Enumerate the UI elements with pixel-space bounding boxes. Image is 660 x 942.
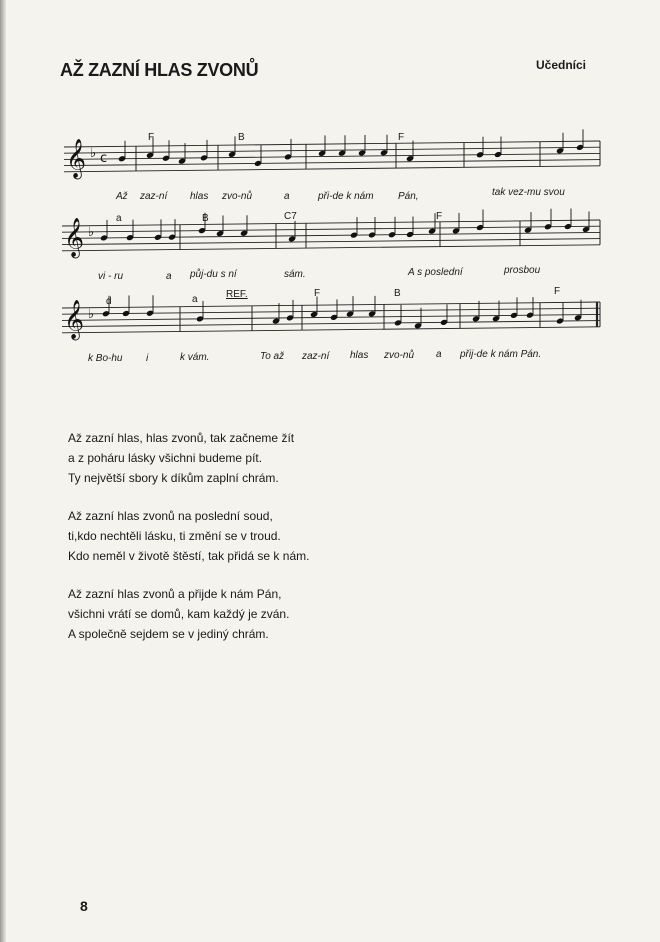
chord-symbol: B bbox=[238, 132, 245, 143]
chord-symbol: d bbox=[106, 296, 112, 307]
lyric-syllable: a bbox=[284, 191, 290, 202]
chord-symbol: F bbox=[314, 288, 321, 299]
flat-icon: ♭ bbox=[88, 224, 95, 240]
lyric-syllable: a bbox=[436, 349, 442, 360]
lyric-syllable: A s poslední bbox=[408, 267, 463, 278]
treble-clef-icon: 𝄞 bbox=[64, 217, 85, 258]
staff-line bbox=[62, 321, 600, 327]
staff-line bbox=[62, 327, 600, 333]
lyric-syllable: při-de k nám bbox=[318, 191, 374, 202]
staff-line bbox=[64, 147, 600, 153]
page-number: 8 bbox=[80, 898, 88, 914]
staff-line bbox=[62, 232, 600, 238]
refrain-marker: REF. bbox=[226, 289, 248, 300]
song-title: AŽ ZAZNÍ HLAS ZVONŮ bbox=[60, 60, 259, 80]
staff-line bbox=[62, 226, 600, 232]
staff-line bbox=[64, 141, 600, 147]
lyric-syllable: zvo-nů bbox=[222, 191, 253, 202]
lyric-syllable: Až bbox=[116, 191, 128, 202]
verse-line: Ty největší sbory k díkům zaplní chrám. bbox=[68, 471, 279, 485]
chord-symbol: F bbox=[436, 211, 443, 222]
lyric-syllable: sám. bbox=[284, 269, 306, 280]
verse-line: ti,kdo nechtěli lásku, ti změní se v troud. bbox=[68, 529, 281, 543]
verse-line: A společně sejdem se v jediný chrám. bbox=[68, 627, 269, 641]
lyric-syllable: zvo-nů bbox=[384, 350, 415, 361]
staff-line bbox=[62, 302, 600, 308]
lyric-syllable: To až bbox=[260, 351, 285, 362]
lyric-syllable: hlas bbox=[190, 191, 209, 202]
lyric-syllable: Pán, bbox=[398, 191, 419, 202]
lyric-syllable: přij-de k nám Pán. bbox=[460, 349, 542, 360]
lyric-syllable: zaz-ní bbox=[140, 191, 168, 202]
chord-symbol: F bbox=[148, 132, 155, 143]
verse-line: Až zazní hlas, hlas zvonů, tak začneme žít bbox=[68, 431, 295, 445]
flat-icon: ♭ bbox=[88, 306, 95, 322]
lyric-syllable: k vám. bbox=[180, 352, 210, 363]
staff-line bbox=[62, 239, 600, 245]
lyric-syllable: k Bo-hu bbox=[88, 353, 123, 364]
verse-line: Kdo neměl v životě štěstí, tak přidá se k nám. bbox=[68, 549, 310, 563]
verses-block bbox=[68, 428, 309, 662]
lyric-syllable: zaz-ní bbox=[302, 351, 330, 362]
verse-line: a z poháru lásky všichni budeme pít. bbox=[68, 451, 263, 465]
lyric-syllable: a bbox=[166, 271, 172, 282]
chord-symbol: a bbox=[192, 294, 198, 305]
chord-symbol: C7 bbox=[284, 211, 297, 222]
verse-line: Až zazní hlas zvonů a přijde k nám Pán, bbox=[68, 587, 282, 601]
chord-symbol: B bbox=[394, 288, 401, 299]
staff-line bbox=[64, 166, 600, 172]
verse-1 bbox=[68, 428, 309, 488]
staff-line bbox=[64, 160, 600, 166]
verse-3 bbox=[68, 584, 309, 644]
staff-line bbox=[64, 153, 600, 159]
lyric-syllable: tak vez-mu svou bbox=[492, 187, 565, 198]
verse-2 bbox=[68, 506, 309, 566]
chord-symbol: B bbox=[202, 213, 209, 224]
lyric-syllable: prosbou bbox=[504, 265, 541, 276]
staff-line bbox=[62, 220, 600, 226]
treble-clef-icon: 𝄞 bbox=[66, 138, 87, 179]
chord-symbol: F bbox=[554, 286, 561, 297]
song-author: Učedníci bbox=[536, 58, 587, 72]
lyric-syllable: i bbox=[146, 353, 149, 364]
common-time-icon: c bbox=[100, 150, 108, 166]
treble-clef-icon: 𝄞 bbox=[64, 299, 85, 340]
chord-symbol: F bbox=[398, 132, 405, 143]
verse-line: všichni vrátí se domů, kam každý je zván. bbox=[68, 607, 290, 621]
staff-line bbox=[62, 308, 600, 314]
lyric-syllable: vi - ru bbox=[98, 271, 123, 282]
verse-line: Až zazní hlas zvonů na poslední soud, bbox=[68, 509, 273, 523]
flat-icon: ♭ bbox=[90, 145, 97, 161]
lyric-syllable: hlas bbox=[350, 350, 369, 361]
lyric-syllable: půj-du s ní bbox=[190, 269, 237, 280]
chord-symbol: a bbox=[116, 213, 122, 224]
staff-line bbox=[62, 245, 600, 251]
